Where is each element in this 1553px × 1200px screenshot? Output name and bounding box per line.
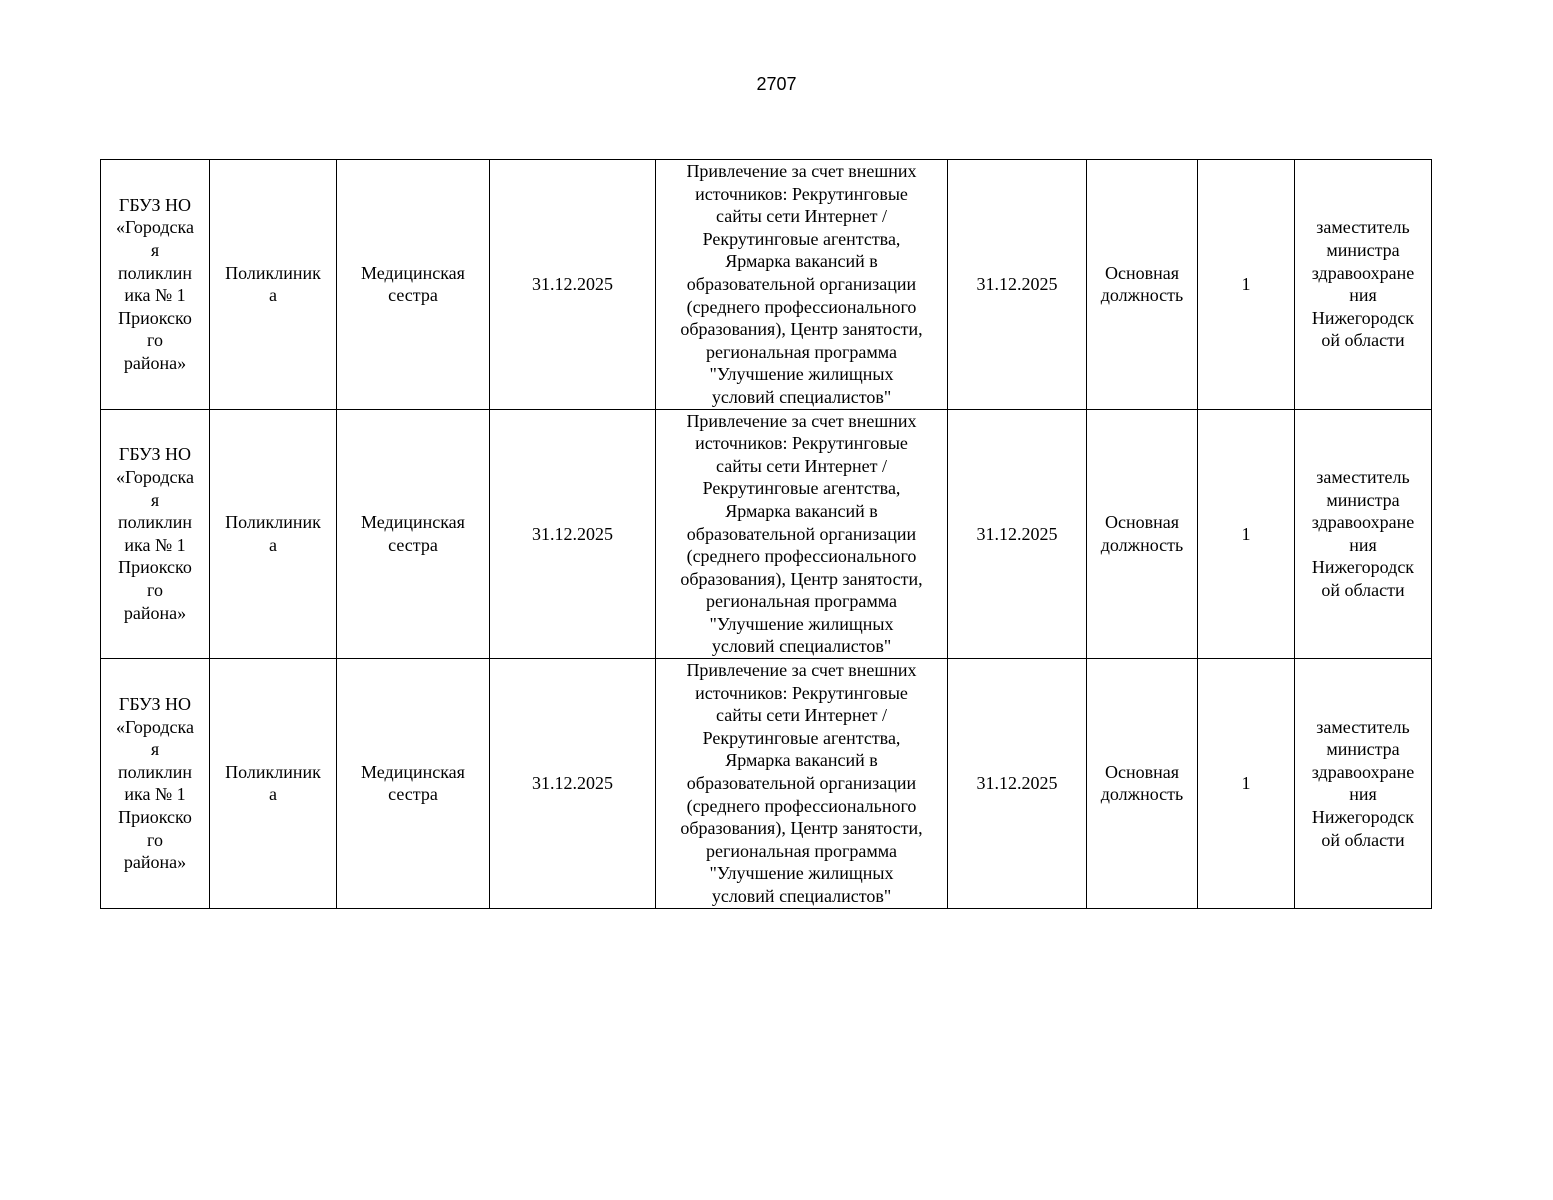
- cell-organization: ГБУЗ НО «Городска я поликлин ика № 1 Приокско го района»: [101, 409, 210, 659]
- table-row: [101, 409, 1432, 659]
- cell-sources: Привлечение за счет внешних источников: Рекрутинговые сайты сети Интернет / Рекрутинговые агентства, Ярмарка вакансий в образовательной организации (среднего профессионального образования), Центр занятости, региональная программа "Улучшение жилищных условий специалистов": [656, 659, 948, 909]
- cell-responsible: заместитель министра здравоохране ния Нижегородск ой области: [1295, 659, 1432, 909]
- cell-date-1: 31.12.2025: [490, 659, 656, 909]
- cell-department: Поликлиник а: [210, 409, 337, 659]
- cell-position-type: Основная должность: [1087, 409, 1198, 659]
- cell-department: Поликлиник а: [210, 160, 337, 410]
- table-row: [101, 160, 1432, 410]
- vacancy-table: [100, 159, 1432, 909]
- cell-date-2: 31.12.2025: [948, 659, 1087, 909]
- page-number: 2707: [756, 74, 797, 94]
- cell-organization: ГБУЗ НО «Городска я поликлин ика № 1 Приокско го района»: [101, 160, 210, 410]
- cell-position: Медицинская сестра: [337, 659, 490, 909]
- cell-date-1: 31.12.2025: [490, 409, 656, 659]
- cell-responsible: заместитель министра здравоохране ния Нижегородск ой области: [1295, 409, 1432, 659]
- cell-sources: Привлечение за счет внешних источников: Рекрутинговые сайты сети Интернет / Рекрутинговые агентства, Ярмарка вакансий в образовательной организации (среднего профессионального образования), Центр занятости, региональная программа "Улучшение жилищных условий специалистов": [656, 160, 948, 410]
- cell-date-2: 31.12.2025: [948, 409, 1087, 659]
- cell-count: 1: [1198, 659, 1295, 909]
- table-row: [101, 659, 1432, 909]
- cell-department: Поликлиник а: [210, 659, 337, 909]
- cell-count: 1: [1198, 160, 1295, 410]
- cell-count: 1: [1198, 409, 1295, 659]
- cell-date-1: 31.12.2025: [490, 160, 656, 410]
- cell-responsible: заместитель министра здравоохране ния Нижегородск ой области: [1295, 160, 1432, 410]
- cell-date-2: 31.12.2025: [948, 160, 1087, 410]
- cell-position-type: Основная должность: [1087, 160, 1198, 410]
- cell-position: Медицинская сестра: [337, 160, 490, 410]
- cell-sources: Привлечение за счет внешних источников: Рекрутинговые сайты сети Интернет / Рекрутинговые агентства, Ярмарка вакансий в образовательной организации (среднего профессионального образования), Центр занятости, региональная программа "Улучшение жилищных условий специалистов": [656, 409, 948, 659]
- cell-position: Медицинская сестра: [337, 409, 490, 659]
- cell-position-type: Основная должность: [1087, 659, 1198, 909]
- cell-organization: ГБУЗ НО «Городска я поликлин ика № 1 Приокско го района»: [101, 659, 210, 909]
